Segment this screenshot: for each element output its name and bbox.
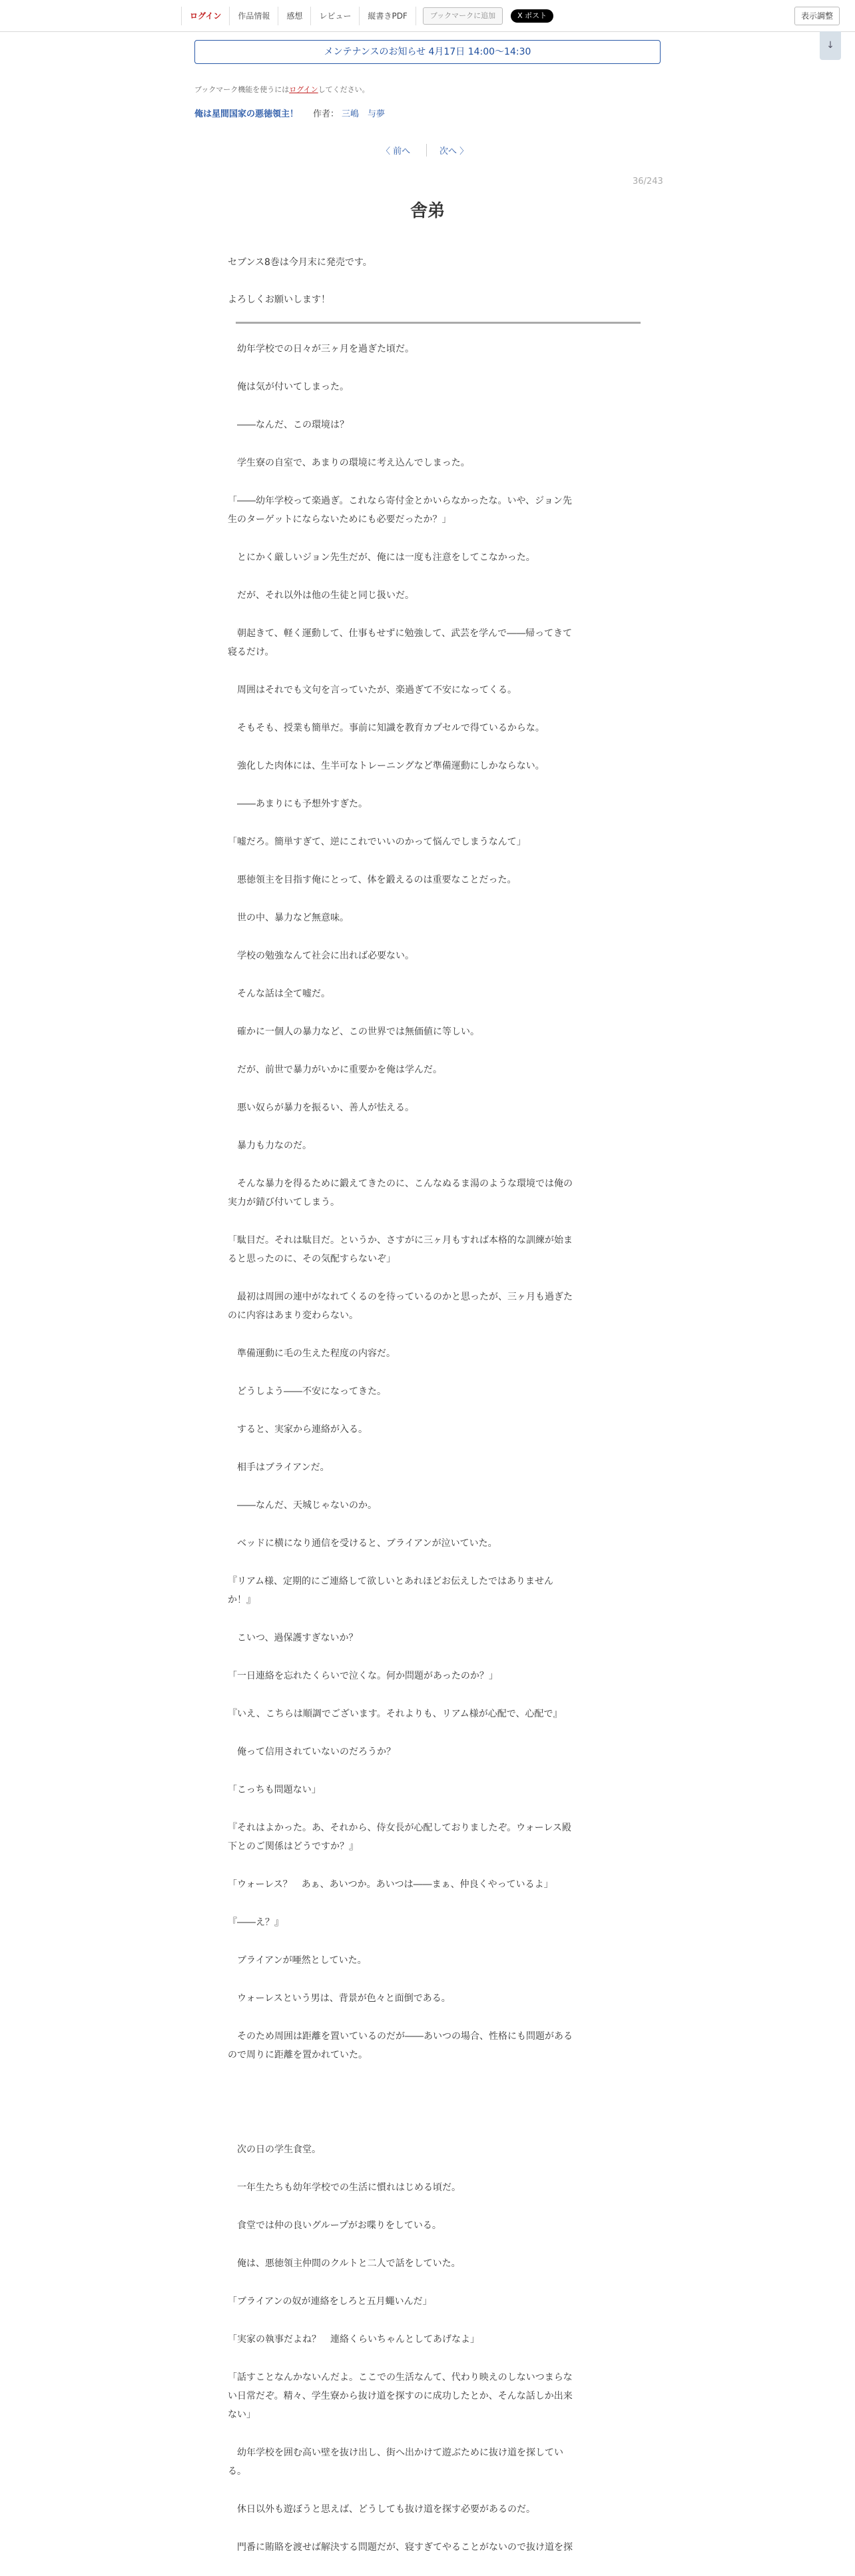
body-paragraph bbox=[228, 1951, 627, 1970]
paragraph-line: 寝るだけ。 bbox=[228, 647, 274, 657]
paragraph-line: 『リアム様、定期的にご連絡して欲しいとあれほどお伝えしたではありません bbox=[228, 1576, 554, 1587]
body-paragraph bbox=[228, 492, 627, 529]
paragraph-line: 「一日連絡を忘れたくらいで泣くな。何か問題があったのか？」 bbox=[228, 1671, 498, 1681]
body-paragraph bbox=[228, 1913, 627, 1932]
body-paragraph bbox=[228, 2538, 627, 2557]
body-paragraph bbox=[228, 1288, 627, 1325]
login-link[interactable]: ログイン bbox=[181, 7, 229, 25]
paragraph-line: そんな話は全て嘘だ。 bbox=[228, 989, 330, 999]
paragraph-line: 生のターゲットにならないためにも必要だったか？」 bbox=[228, 514, 451, 525]
scroll-down-icon[interactable]: ↓ bbox=[820, 31, 841, 60]
paragraph-line: ――なんだ、この環境は？ bbox=[228, 420, 349, 430]
paragraph-line: ので周りに距離を置かれていた。 bbox=[228, 2050, 368, 2060]
paragraph-line: 「駄目だ。それは駄目だ。というか、さすがに三ヶ月もすれば本格的な訓練が始ま bbox=[228, 1235, 573, 1246]
author-link[interactable]: 三嶋 与夢 bbox=[342, 109, 386, 119]
paragraph-line: とにかく厳しいジョン先生だが、俺には一度も注意をしてこなかった。 bbox=[228, 552, 535, 563]
nav-impressions[interactable]: 感想 bbox=[278, 7, 310, 25]
series-info bbox=[194, 107, 385, 119]
chapter-pager bbox=[0, 144, 855, 160]
paragraph-line: 「こっちも問題ない」 bbox=[228, 1785, 321, 1795]
body-paragraph bbox=[228, 1705, 627, 1723]
paragraph-line: 学校の勉強なんて社会に出れば必要ない。 bbox=[228, 951, 414, 961]
paragraph-line: い日常だぞ。精々、学生寮から抜け道を探すのに成功したとか、そんな話しか出来 bbox=[228, 2391, 573, 2401]
body-paragraph bbox=[228, 2216, 627, 2235]
body-paragraph bbox=[228, 416, 627, 434]
body-paragraph bbox=[228, 2178, 627, 2197]
body-paragraph bbox=[228, 586, 627, 605]
body-paragraph bbox=[228, 2292, 627, 2311]
paragraph-line: 「ウォーレス？ あぁ、あいつか。あいつは――まぁ、仲良くやっているよ」 bbox=[228, 1879, 553, 1890]
series-title-link[interactable]: 俺は星間国家の悪徳領主！ bbox=[194, 109, 299, 119]
body-paragraph bbox=[228, 1061, 627, 1079]
body-paragraph bbox=[228, 340, 627, 358]
body-paragraph bbox=[228, 2330, 627, 2349]
body-paragraph bbox=[228, 871, 627, 889]
paragraph-line: 世の中、暴力など無意味。 bbox=[228, 913, 349, 923]
bookmark-login-note bbox=[194, 84, 370, 95]
paragraph-line: 一年生たちも幼年学校での生活に慣れはじめる頃だ。 bbox=[228, 2182, 461, 2193]
next-chapter-link[interactable]: 次へ 〉 bbox=[439, 147, 469, 157]
paragraph-line: か！』 bbox=[228, 1595, 256, 1605]
paragraph-line: 暴力も力なのだ。 bbox=[228, 1140, 312, 1151]
body-paragraph bbox=[228, 719, 627, 737]
author-label: 作者： bbox=[313, 109, 340, 119]
bookmark-note-text-end: してください。 bbox=[318, 85, 370, 94]
top-nav bbox=[181, 7, 553, 25]
paragraph-line: 俺は、悪徳領主仲間のクルトと二人で話をしていた。 bbox=[228, 2258, 461, 2269]
paragraph-line: 「実家の執事だよね？ 連絡くらいちゃんとしてあげなよ」 bbox=[228, 2334, 479, 2345]
body-paragraph bbox=[228, 1743, 627, 1761]
paragraph-line: 朝起きて、軽く運動して、仕事もせずに勉強して、武芸を学んで――帰ってきて bbox=[228, 628, 573, 639]
paragraph-line: 「嘘だろ。簡単すぎて、逆にこれでいいのかって悩んでしまうなんて」 bbox=[228, 837, 526, 847]
site-header bbox=[0, 0, 855, 32]
display-settings-button[interactable]: 表示調整 bbox=[794, 7, 840, 25]
body-paragraph bbox=[228, 1496, 627, 1515]
paragraph-line: 悪徳領主を目指す俺にとって、体を鍛えるのは重要なことだった。 bbox=[228, 875, 517, 885]
body-paragraph bbox=[228, 1382, 627, 1401]
paragraph-line: ――なんだ、天城じゃないのか。 bbox=[228, 1500, 377, 1511]
body-paragraph bbox=[228, 2443, 627, 2481]
paragraph-line: ――あまりにも予想外すぎた。 bbox=[228, 799, 368, 809]
paragraph-line: 幼年学校を囲む高い壁を抜け出し、街へ出かけて遊ぶために抜け道を探してい bbox=[228, 2447, 563, 2458]
paragraph-line: そんな暴力を得るために鍛えてきたのに、こんなぬるま湯のような環境では俺の bbox=[228, 1178, 573, 1189]
paragraph-line: 周囲はそれでも文句を言っていたが、楽過ぎて不安になってくる。 bbox=[228, 685, 517, 695]
body-paragraph bbox=[228, 2500, 627, 2519]
paragraph-line: ると思ったのに、その気配すらないぞ」 bbox=[228, 1254, 396, 1264]
paragraph-line: 休日以外も遊ぼうと思えば、どうしても抜け道を探す必要があるのだ。 bbox=[228, 2504, 535, 2515]
body-paragraph bbox=[228, 1458, 627, 1477]
body-paragraph bbox=[228, 1629, 627, 1647]
body-paragraph bbox=[228, 985, 627, 1003]
body-paragraph bbox=[228, 1344, 627, 1363]
paragraph-line: 「話すことなんかないんだよ。ここでの生活なんて、代わり映えのしないつまらな bbox=[228, 2372, 573, 2383]
body-paragraph bbox=[228, 1572, 627, 1609]
chapter-body bbox=[228, 340, 627, 2576]
body-paragraph bbox=[228, 2027, 627, 2064]
preface-divider bbox=[236, 322, 641, 324]
maintenance-notice[interactable]: メンテナンスのお知らせ 4月17日 14:00～14:30 bbox=[194, 40, 661, 64]
body-paragraph bbox=[228, 947, 627, 965]
paragraph-line: のに内容はあまり変わらない。 bbox=[228, 1310, 358, 1321]
prev-chapter-link[interactable]: 〈 前へ bbox=[382, 144, 427, 157]
body-paragraph bbox=[228, 795, 627, 813]
body-paragraph bbox=[228, 1231, 627, 1268]
paragraph-line: 『それはよかった。あ、それから、侍女長が心配しておりましたぞ。ウォーレス殿 bbox=[228, 1823, 571, 1833]
nav-vertical-pdf[interactable]: 縦書きPDF bbox=[359, 7, 416, 25]
paragraph-line: 「ブライアンの奴が連絡をしろと五月蠅いんだ」 bbox=[228, 2296, 432, 2307]
body-paragraph bbox=[228, 2368, 627, 2424]
body-paragraph bbox=[228, 2084, 627, 2121]
paragraph-line: 学生寮の自室で、あまりの環境に考え込んでしまった。 bbox=[228, 458, 470, 468]
paragraph-line: 下とのご関係はどうですか？』 bbox=[228, 1841, 358, 1852]
body-paragraph bbox=[228, 1875, 627, 1894]
preface bbox=[228, 244, 627, 318]
nav-reviews[interactable]: レビュー bbox=[310, 7, 359, 25]
body-paragraph bbox=[228, 757, 627, 775]
nav-work-info[interactable]: 作品情報 bbox=[229, 7, 278, 25]
paragraph-line: 強化した肉体には、生半可なトレーニングなど準備運動にしかならない。 bbox=[228, 761, 545, 771]
body-paragraph bbox=[228, 909, 627, 927]
bookmark-note-text: ブックマーク機能を使うには bbox=[194, 85, 290, 94]
body-paragraph bbox=[228, 1781, 627, 1799]
paragraph-line: どうしよう――不安になってきた。 bbox=[228, 1386, 386, 1397]
body-paragraph bbox=[228, 1819, 627, 1856]
paragraph-line: 最初は周囲の連中がなれてくるのを待っているのかと思ったが、三ヶ月も過ぎた bbox=[228, 1292, 573, 1302]
body-paragraph bbox=[228, 1534, 627, 1553]
paragraph-line: だが、前世で暴力がいかに重要かを俺は学んだ。 bbox=[228, 1065, 442, 1075]
paragraph-line: 俺は気が付いてしまった。 bbox=[228, 382, 349, 392]
paragraph-line: ベッドに横になり通信を受けると、ブライアンが泣いていた。 bbox=[228, 1538, 497, 1549]
paragraph-line: ない」 bbox=[228, 2409, 256, 2420]
paragraph-line: ウォーレスという男は、背景が色々と面倒である。 bbox=[228, 1993, 451, 2004]
paragraph-line: 『いえ、こちらは順調でございます。それよりも、リアム様が心配で、心配で』 bbox=[228, 1709, 563, 1719]
body-paragraph bbox=[228, 378, 627, 396]
paragraph-line: こいつ、過保護すぎないか？ bbox=[228, 1633, 358, 1643]
body-paragraph bbox=[228, 1023, 627, 1041]
body-paragraph bbox=[228, 624, 627, 661]
body-paragraph bbox=[228, 1420, 627, 1439]
paragraph-line: 『――え？』 bbox=[228, 1917, 284, 1928]
paragraph-line: 悪い奴らが暴力を振るい、善人が怯える。 bbox=[228, 1102, 414, 1113]
body-paragraph bbox=[228, 2140, 627, 2159]
body-paragraph bbox=[228, 1989, 627, 2008]
paragraph-line: 準備運動に毛の生えた程度の内容だ。 bbox=[228, 1348, 396, 1359]
paragraph-line: ブライアンが唖然としていた。 bbox=[228, 1955, 367, 1966]
paragraph-line: すると、実家から連絡が入る。 bbox=[228, 1424, 368, 1435]
paragraph-line: 「――幼年学校って楽過ぎ。これなら寄付金とかいらなかったな。いや、ジョン先 bbox=[228, 496, 572, 506]
paragraph-line: だが、それ以外は他の生徒と同じ扱いだ。 bbox=[228, 590, 414, 601]
x-post-button[interactable]: X ポスト bbox=[511, 9, 553, 23]
body-paragraph bbox=[228, 681, 627, 699]
paragraph-line: 幼年学校での日々が三ヶ月を過ぎた頃だ。 bbox=[228, 344, 414, 354]
paragraph-line: 門番に賄賂を渡せば解決する問題だが、寝すぎてやることがないので抜け道を探 bbox=[228, 2542, 573, 2553]
paragraph-line: そのため周囲は距離を置いているのだが――あいつの場合、性格にも問題がある bbox=[228, 2031, 573, 2042]
bookmark-login-link[interactable]: ログイン bbox=[289, 85, 318, 94]
paragraph-line: る。 bbox=[228, 2466, 246, 2477]
paragraph-line: そもそも、授業も簡単だ。事前に知識を教育カプセルで得ているからな。 bbox=[228, 723, 545, 733]
chapter-title: 舎弟 bbox=[410, 201, 445, 221]
body-paragraph bbox=[228, 1174, 627, 1212]
paragraph-line: 確かに一個人の暴力など、この世界では無価値に等しい。 bbox=[228, 1027, 479, 1037]
add-bookmark-button[interactable]: ブックマークに追加 bbox=[423, 7, 503, 25]
preface-line: よろしくお願いします！ bbox=[228, 294, 330, 305]
body-paragraph bbox=[228, 1136, 627, 1155]
body-paragraph bbox=[228, 833, 627, 851]
page-count: 36/243 bbox=[633, 177, 663, 187]
body-paragraph bbox=[228, 454, 627, 472]
paragraph-line: 実力が錆び付いてしまう。 bbox=[228, 1197, 340, 1208]
preface-line: セブンス8巻は今月末に発売です。 bbox=[228, 257, 372, 268]
body-paragraph bbox=[228, 1098, 627, 1117]
paragraph-line: 相手はブライアンだ。 bbox=[228, 1462, 330, 1473]
paragraph-line: 食堂では仲の良いグループがお喋りをしている。 bbox=[228, 2220, 441, 2231]
paragraph-line: 俺って信用されていないのだろうか？ bbox=[228, 1747, 396, 1757]
body-paragraph bbox=[228, 1667, 627, 1685]
paragraph-line: 次の日の学生食堂。 bbox=[228, 2144, 321, 2155]
body-paragraph bbox=[228, 2254, 627, 2273]
body-paragraph bbox=[228, 548, 627, 567]
